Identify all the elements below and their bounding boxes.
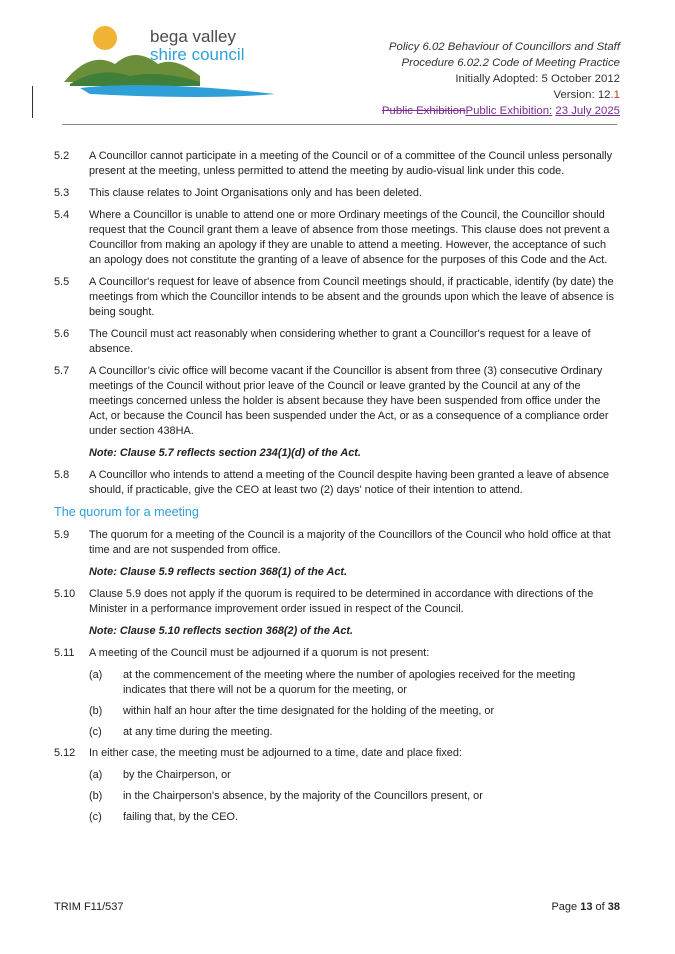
sub-clause-text: by the Chairperson, or bbox=[123, 769, 231, 781]
exhibition-line bbox=[382, 103, 620, 119]
exhibition-date: 23 July 2025 bbox=[555, 105, 620, 117]
clause-number: 5.6 bbox=[54, 328, 70, 340]
clause bbox=[54, 528, 620, 558]
sub-clause bbox=[89, 768, 620, 783]
clause-text: A meeting of the Council must be adjourned if a quorum is not present: bbox=[89, 647, 430, 659]
sub-clause bbox=[89, 725, 620, 740]
clause-number: 5.4 bbox=[54, 209, 70, 221]
adopted-date: Initially Adopted: 5 October 2012 bbox=[455, 73, 620, 85]
sub-clause bbox=[89, 668, 620, 698]
clause bbox=[54, 468, 620, 498]
document-body bbox=[54, 149, 620, 831]
clause bbox=[54, 186, 620, 201]
sub-clause-text: in the Chairperson's absence, by the majority of the Councillors present, or bbox=[123, 790, 483, 802]
trim-reference: TRIM F11/537 bbox=[54, 901, 124, 913]
clause-number: 5.7 bbox=[54, 365, 70, 377]
clause-number: 5.10 bbox=[54, 588, 76, 600]
clause-list-a bbox=[54, 149, 620, 439]
sub-clause-letter: (b) bbox=[89, 790, 103, 802]
page-of: of bbox=[592, 901, 608, 913]
clause-text: This clause relates to Joint Organisations only and has been deleted. bbox=[89, 187, 422, 199]
clause-note: Note: Clause 5.10 reflects section 368(2) of the Act. bbox=[89, 625, 354, 637]
clause-note: Note: Clause 5.9 reflects section 368(1) of the Act. bbox=[89, 566, 348, 578]
page-total: 38 bbox=[607, 901, 620, 913]
logo-wordmark bbox=[150, 28, 245, 64]
clause-text: A Councillor's request for leave of absence from Council meetings should, if practicable, identify (by date) the meetings from which the Councillor intends to be absent and the grounds upon which the leave of absence is being sought. bbox=[89, 276, 614, 318]
sub-clause-letter: (a) bbox=[89, 769, 103, 781]
sub-clause bbox=[89, 704, 620, 719]
clause-number: 5.2 bbox=[54, 150, 70, 162]
sub-clause-text: failing that, by the CEO. bbox=[123, 811, 239, 823]
header-rule bbox=[62, 124, 617, 125]
sub-clause-letter: (c) bbox=[89, 726, 102, 738]
policy-title: Policy 6.02 Behaviour of Councillors and Staff bbox=[388, 41, 620, 53]
clause-text: In either case, the meeting must be adjourned to a time, date and place fixed: bbox=[89, 747, 462, 759]
clause bbox=[54, 208, 620, 268]
clause-number: 5.9 bbox=[54, 529, 70, 541]
clause bbox=[54, 275, 620, 320]
section-heading: The quorum for a meeting bbox=[54, 505, 199, 519]
logo-line1: bega valley bbox=[150, 27, 237, 46]
sub-clause-letter: (c) bbox=[89, 811, 102, 823]
sub-clause-text: within half an hour after the time designated for the holding of the meeting, or bbox=[123, 705, 495, 717]
clause-text: The quorum for a meeting of the Council is a majority of the Councillors of the Council who hold office at that time and are not suspended from office. bbox=[89, 529, 611, 556]
procedure-title: Procedure 6.02.2 Code of Meeting Practice bbox=[401, 57, 620, 69]
clause-text: Where a Councillor is unable to attend one or more Ordinary meetings of the Council, the Councillor should request that the Council grant them a leave of absence from those meetings. This clause does not prevent a Councillor from making an apology if they are unable to attend a meeting. However, the acceptance of such an apology does not constitute the granting of a leave of absence for the purposes of this Code and the Act. bbox=[89, 209, 610, 266]
exhibition-deleted: Public Exhibition bbox=[381, 105, 466, 117]
page-footer bbox=[54, 901, 620, 913]
page-number bbox=[551, 901, 620, 913]
revision-margin-bar bbox=[32, 86, 33, 118]
document-header bbox=[382, 39, 620, 119]
version-insert: .1 bbox=[610, 89, 620, 101]
sub-clause-letter: (b) bbox=[89, 705, 103, 717]
clause-number: 5.12 bbox=[54, 747, 76, 759]
clause bbox=[54, 646, 620, 661]
clause bbox=[54, 364, 620, 439]
sub-clause bbox=[89, 810, 620, 825]
clause bbox=[54, 149, 620, 179]
sub-clause-letter: (a) bbox=[89, 669, 103, 681]
clause bbox=[54, 587, 620, 617]
clause-number: 5.11 bbox=[54, 647, 75, 659]
clause-text: A Councillor’s civic office will become vacant if the Councillor is absent from three (3) consecutive Ordinary meetings of the Council without prior leave of the Council or leave granted by the Council at any of the meetings concerned unless the holder is absent because they have been suspended from office under the Act, or because the Council has been suspended under the Act, or as a consequence of a compliance order under section 438HA. bbox=[89, 365, 609, 437]
clause-text: A Councillor cannot participate in a meeting of the Council or of a committee of the Council unless personally present at the meeting, unless permitted to attend the meeting by audio-visual link under this code. bbox=[89, 150, 613, 177]
exhibition-label: Public Exhibition: bbox=[465, 105, 553, 117]
sub-clause bbox=[89, 789, 620, 804]
logo-line2: shire council bbox=[150, 45, 245, 64]
clause bbox=[54, 746, 620, 761]
page-prefix: Page bbox=[551, 901, 581, 913]
version-label: Version: 12 bbox=[553, 89, 611, 101]
sub-clause-text: at any time during the meeting. bbox=[123, 726, 273, 738]
clause-number: 5.3 bbox=[54, 187, 70, 199]
sub-clause-text: at the commencement of the meeting where the number of apologies received for the meeting indicates that there will not be a quorum for the meeting, or bbox=[123, 669, 576, 696]
page-current: 13 bbox=[580, 901, 593, 913]
clause-text: A Councillor who intends to attend a meeting of the Council despite having been granted a leave of absence should, if practicable, give the CEO at least two (2) days' notice of their intention to attend. bbox=[89, 469, 610, 496]
clause-number: 5.8 bbox=[54, 469, 70, 481]
clause-note: Note: Clause 5.7 reflects section 234(1)(d) of the Act. bbox=[89, 447, 361, 459]
clause bbox=[54, 327, 620, 357]
clause-text: Clause 5.9 does not apply if the quorum is required to be determined in accordance with directions of the Minister in a performance improvement order issued in respect of the Council. bbox=[89, 588, 594, 615]
clause-number: 5.5 bbox=[54, 276, 70, 288]
version-line bbox=[382, 87, 620, 103]
clause-text: The Council must act reasonably when considering whether to grant a Councillor's request for a leave of absence. bbox=[89, 328, 591, 355]
